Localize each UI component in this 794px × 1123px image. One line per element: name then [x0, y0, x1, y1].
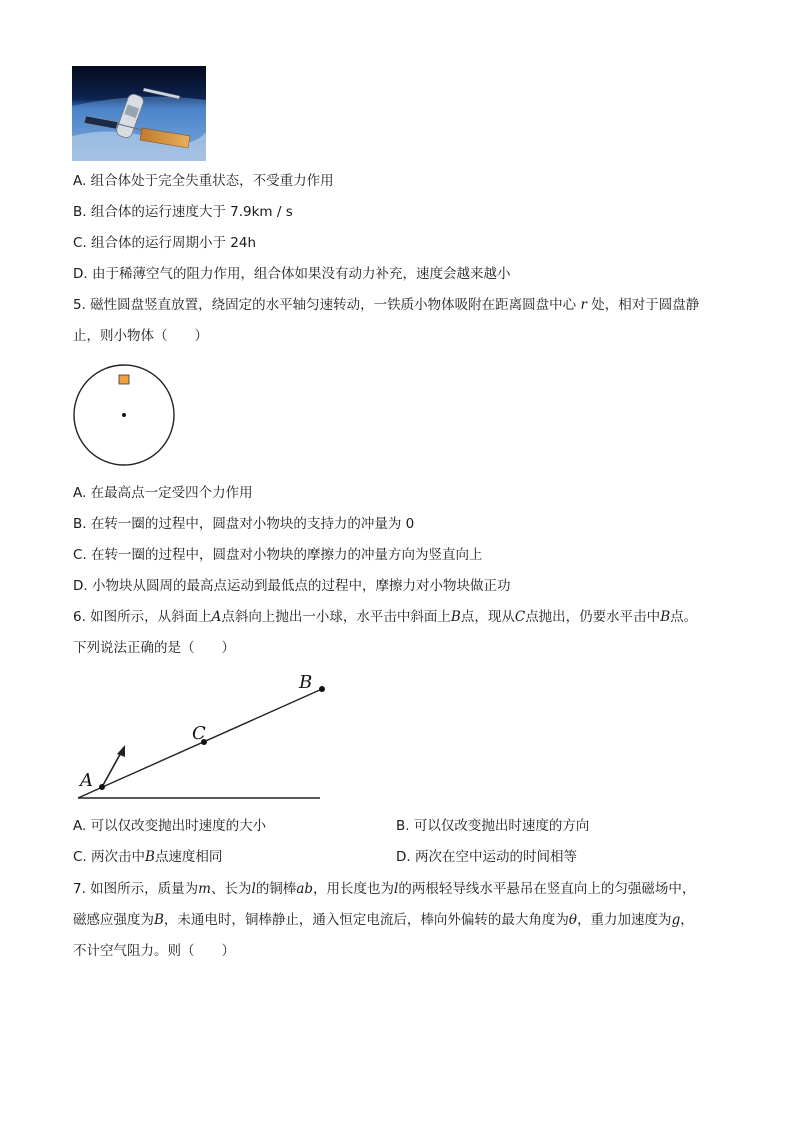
- q6-option-a: A. 可以仅改变抛出时速度的大小: [73, 818, 267, 834]
- incline-figure: [72, 668, 328, 804]
- q5-stem-line1: 5. 磁性圆盘竖直放置，绕固定的水平轴匀速转动，一铁质小物体吸附在距离圆盘中心 r 处，相对于圆盘静: [73, 297, 700, 313]
- q6-option-c: C. 两次击中B点速度相同: [73, 849, 223, 865]
- q6-option-b: B. 可以仅改变抛出时速度的方向: [396, 818, 590, 834]
- label-a: A: [80, 770, 93, 791]
- var-r: r: [580, 297, 587, 313]
- q7-stem-line3: 不计空气阻力。则（ ）: [73, 943, 235, 959]
- q7-stem-line1: 7. 如图所示，质量为m、长为l的铜棒ab，用长度也为l的两根轻导线水平悬吊在竖直向上的匀强磁场中，: [73, 881, 696, 897]
- magnetic-disc-figure: [72, 363, 178, 467]
- point-a: [99, 784, 105, 790]
- q4-option-a: A. 组合体处于完全失重状态，不受重力作用: [73, 173, 334, 189]
- q4-option-c: C. 组合体的运行周期小于 24h: [73, 235, 257, 251]
- label-b: B: [299, 672, 313, 693]
- disc-center: [122, 413, 126, 417]
- q5-option-c: C. 在转一圈的过程中，圆盘对小物块的摩擦力的冲量方向为竖直向上: [73, 547, 483, 563]
- iron-block: [119, 375, 129, 384]
- space-station-photo: [72, 66, 206, 161]
- q6-stem-line2: 下列说法正确的是（ ）: [73, 640, 235, 656]
- arrow-head: [117, 745, 125, 757]
- q5-option-d: D. 小物块从圆周的最高点运动到最低点的过程中，摩擦力对小物块做正功: [73, 578, 511, 594]
- q4-option-b: B. 组合体的运行速度大于 7.9km / s: [73, 204, 293, 220]
- point-b: [319, 686, 325, 692]
- q5-option-a: A. 在最高点一定受四个力作用: [73, 485, 253, 501]
- q5-stem-line2: 止，则小物体（ ）: [73, 328, 208, 344]
- q4-option-d: D. 由于稀薄空气的阻力作用，组合体如果没有动力补充，速度会越来越小: [73, 266, 511, 282]
- q6-stem-line1: 6. 如图所示，从斜面上A点斜向上抛出一小球，水平击中斜面上B点，现从C点抛出，仍要水平击中B点。: [73, 609, 698, 625]
- q6-option-d: D. 两次在空中运动的时间相等: [396, 849, 577, 865]
- label-c: C: [192, 723, 206, 744]
- q5-option-b: B. 在转一圈的过程中，圆盘对小物块的支持力的冲量为 0: [73, 516, 415, 532]
- q7-stem-line2: 磁感应强度为B，未通电时，铜棒静止，通入恒定电流后，棒向外偏转的最大角度为θ，重力加速度为g，: [73, 912, 694, 928]
